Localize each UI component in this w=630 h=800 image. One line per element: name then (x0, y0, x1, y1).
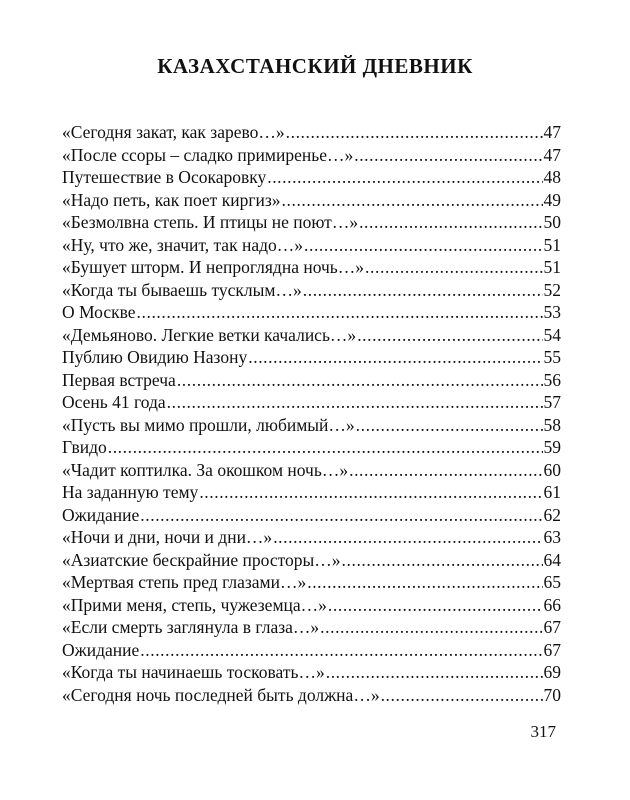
toc-entry-title: «Прими меня, степь, чужеземца…» (62, 594, 327, 615)
toc-entry-title: «Ну, что же, значит, так надо…» (62, 234, 303, 255)
toc-dot-leader (354, 144, 542, 167)
toc-dot-leader (248, 346, 542, 369)
toc-dot-leader (320, 616, 542, 639)
toc-entry-page: 70 (543, 684, 561, 705)
toc-entry-title: Ожидание (62, 639, 140, 660)
toc-dot-leader (307, 571, 542, 594)
toc-entry-title: Публию Овидию Назону (62, 347, 248, 367)
toc-entry (62, 121, 561, 144)
toc-entry-page: 51 (543, 257, 561, 277)
toc-entry (62, 594, 561, 617)
toc-entry-title: Осень 41 года (62, 392, 166, 412)
toc-entry (62, 571, 561, 594)
toc-dot-leader (108, 436, 543, 459)
toc-entry-page: 64 (543, 549, 561, 570)
toc-dot-leader (349, 459, 542, 482)
toc-dot-leader (381, 684, 543, 707)
toc-dot-leader (137, 301, 543, 324)
toc-entry (62, 459, 561, 482)
toc-dot-leader (282, 189, 543, 212)
toc-entry-page: 66 (543, 594, 561, 615)
toc-entry-page: 65 (543, 572, 561, 592)
toc-entry (62, 481, 561, 504)
toc-entry (62, 189, 561, 212)
toc-entry-title: «После ссоры – сладко примиренье…» (62, 144, 354, 165)
toc-entry-page: 48 (543, 167, 561, 187)
toc-entry-page: 55 (543, 347, 561, 367)
toc-entry-title: «Надо петь, как поет киргиз» (62, 189, 281, 210)
toc-entry-page: 69 (543, 662, 561, 682)
toc-dot-leader (326, 661, 543, 684)
toc-entry-page: 59 (543, 437, 561, 457)
toc-entry (62, 166, 561, 189)
toc-entry (62, 504, 561, 527)
toc-entry-title: «Чадит коптилка. За окошком ночь…» (62, 459, 349, 480)
toc-dot-leader (140, 639, 542, 662)
toc-entry-title: «Демьяново. Легкие ветки качались…» (62, 324, 357, 345)
toc-entry (62, 346, 561, 369)
toc-dot-leader (177, 369, 543, 392)
toc-entry-title: «Мертвая степь пред глазами…» (62, 572, 307, 592)
toc-entry (62, 369, 561, 392)
toc-entry (62, 279, 561, 302)
toc-dot-leader (365, 256, 542, 279)
toc-entry (62, 526, 561, 549)
toc-entry-title: «Бушует шторм. И непроглядна ночь…» (62, 257, 365, 277)
toc-entry-page: 51 (543, 234, 561, 255)
toc-entry-title: «Сегодня ночь последней быть должна…» (62, 684, 380, 705)
toc-dot-leader (286, 121, 543, 144)
toc-entry-title: О Москве (62, 302, 136, 322)
toc-entry-title: «Пусть вы мимо прошли, любимый…» (62, 414, 355, 435)
toc-dot-leader (359, 211, 542, 234)
toc-dot-leader (342, 549, 543, 572)
toc-dot-leader (199, 481, 542, 504)
toc-dot-leader (357, 324, 542, 347)
toc-dot-leader (304, 234, 543, 257)
toc-entry-page: 67 (543, 639, 561, 660)
toc-entry (62, 301, 561, 324)
toc-entry (62, 324, 561, 347)
toc-dot-leader (273, 526, 542, 549)
toc-entry-page: 60 (543, 459, 561, 480)
toc-entry-page: 57 (543, 392, 561, 412)
toc-entry (62, 616, 561, 639)
table-of-contents (62, 121, 561, 706)
toc-entry-title: «Азиатские бескрайние просторы…» (62, 549, 341, 570)
toc-entry (62, 549, 561, 572)
toc-entry-page: 47 (543, 122, 561, 142)
toc-entry-page: 47 (543, 144, 561, 165)
toc-entry-title: На заданную тему (62, 482, 199, 502)
toc-entry-page: 49 (543, 189, 561, 210)
toc-entry-page: 53 (543, 302, 561, 322)
toc-dot-leader (167, 391, 543, 414)
toc-entry (62, 436, 561, 459)
toc-entry (62, 684, 561, 707)
section-title: КАЗАХСТАНСКИЙ ДНЕВНИК (157, 54, 473, 78)
toc-entry-page: 63 (543, 527, 561, 547)
toc-dot-leader (328, 594, 543, 617)
toc-entry-page: 62 (543, 504, 561, 525)
toc-entry-title: Гвидо (62, 437, 107, 457)
toc-dot-leader (356, 414, 543, 437)
toc-entry-page: 58 (543, 414, 561, 435)
toc-entry (62, 639, 561, 662)
toc-entry (62, 144, 561, 167)
toc-entry (62, 391, 561, 414)
toc-entry-title: «Сегодня закат, как зарево…» (62, 122, 285, 142)
toc-entry-title: «Безмолвна степь. И птицы не поют…» (62, 212, 359, 232)
toc-entry (62, 256, 561, 279)
toc-entry-title: Ожидание (62, 504, 140, 525)
toc-entry-title: «Когда ты начинаешь тосковать…» (62, 662, 325, 682)
toc-dot-leader (267, 166, 542, 189)
toc-entry (62, 661, 561, 684)
toc-entry-page: 61 (543, 482, 561, 502)
toc-entry (62, 234, 561, 257)
toc-entry-title: Путешествие в Осокаровку (62, 167, 267, 187)
toc-entry-title: Первая встреча (62, 369, 176, 390)
toc-entry-title: «Когда ты бываешь тусклым…» (62, 279, 302, 300)
toc-entry-page: 52 (543, 279, 561, 300)
toc-entry-page: 67 (543, 617, 561, 637)
page-number: 317 (530, 722, 556, 741)
toc-entry (62, 211, 561, 234)
toc-entry-title: «Если смерть заглянула в глаза…» (62, 617, 320, 637)
toc-entry-page: 54 (543, 324, 561, 345)
toc-entry-page: 50 (543, 212, 561, 232)
toc-entry-page: 56 (543, 369, 561, 390)
toc-entry-title: «Ночи и дни, ночи и дни…» (62, 527, 273, 547)
toc-dot-leader (303, 279, 543, 302)
toc-entry (62, 414, 561, 437)
toc-dot-leader (140, 504, 542, 527)
